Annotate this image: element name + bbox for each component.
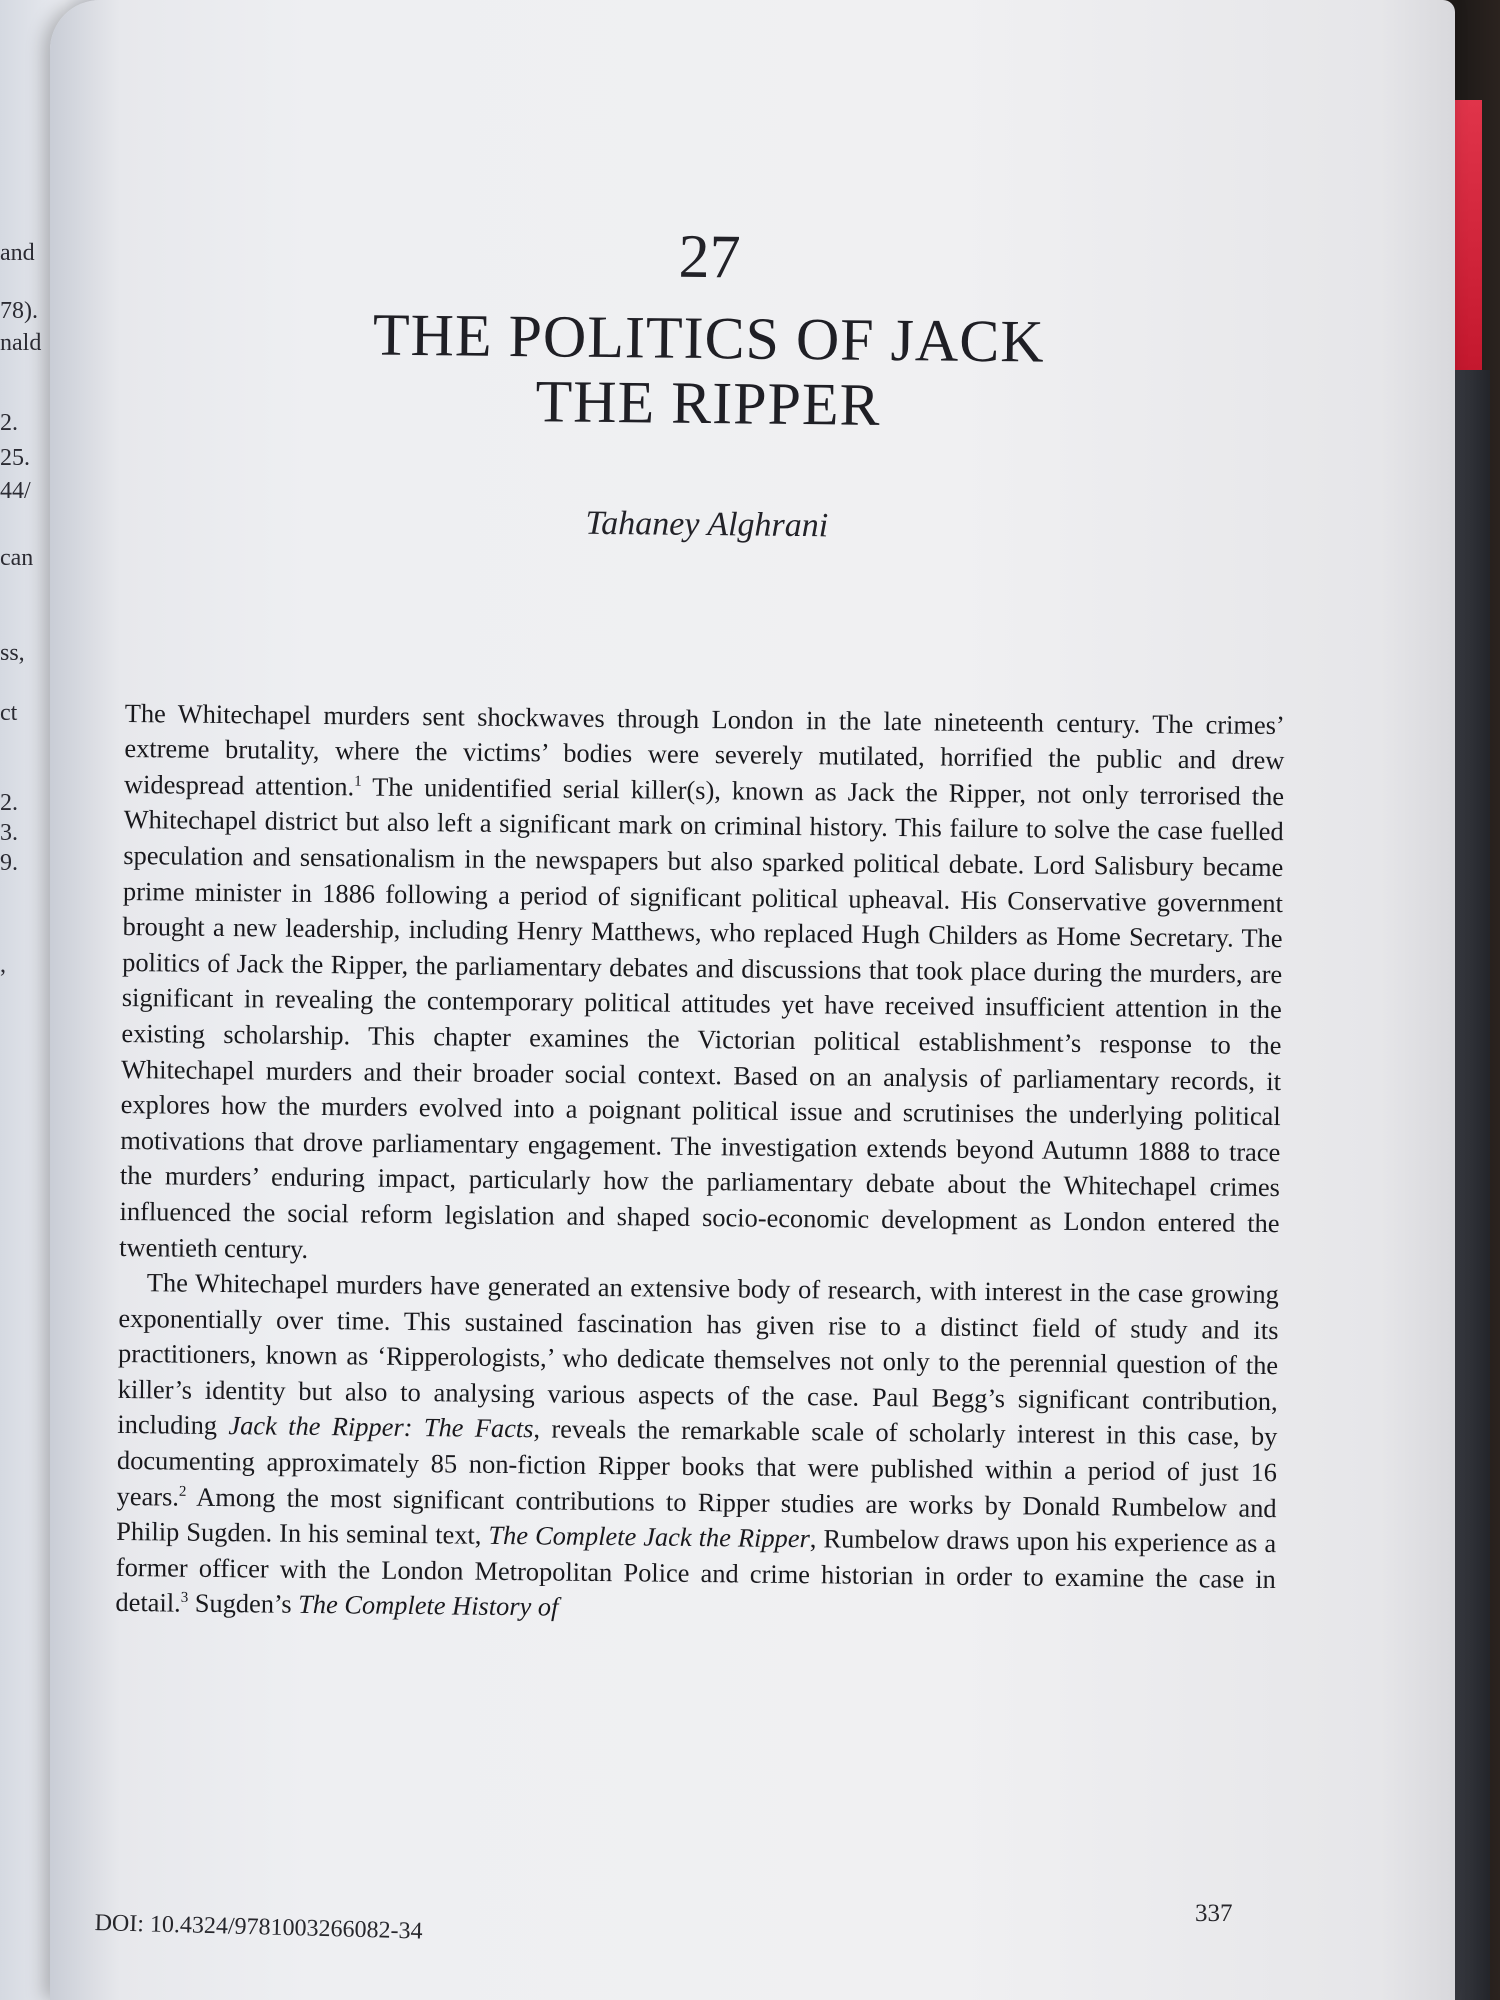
footnote-ref: 2 bbox=[178, 1483, 187, 1500]
footnote-ref: 3 bbox=[180, 1590, 189, 1607]
left-page-fragment: ct bbox=[0, 700, 18, 726]
page-content bbox=[115, 220, 1290, 1633]
left-page-fragment: and bbox=[0, 240, 35, 266]
left-page-fragment: 2. bbox=[0, 790, 18, 816]
book-title: The Complete Jack the Ripper bbox=[488, 1520, 810, 1554]
chapter-title-line: THE POLITICS OF JACK bbox=[372, 301, 1045, 375]
left-page-fragment: 78). bbox=[0, 298, 38, 324]
doi-footer: DOI: 10.4324/9781003266082-34 bbox=[94, 1910, 423, 1945]
chapter-title-line: THE RIPPER bbox=[535, 368, 881, 438]
left-page-fragment: nald bbox=[0, 330, 42, 356]
footnote-ref: 1 bbox=[354, 773, 362, 790]
book-title: The Complete History of bbox=[298, 1589, 559, 1622]
left-page-fragment: , bbox=[0, 952, 6, 978]
dark-book-cover bbox=[1450, 370, 1490, 2000]
left-page-fragment: 44/ bbox=[0, 478, 31, 504]
text-run: The unidentified serial killer(s), known as Jack the Ripper, not only terrorised the Whitechapel district but also left a significant mark on criminal history. This failure to solve the case fuelled speculation and sensationalism in the newspapers but also sparked political debate. Lord Salisbury became prime minister in 1886 following a period of significant political upheaval. His Conservative government brought a new leadership, including Henry Matthews, who replaced Hugh Childers as Home Secretary. The politics of Jack the Ripper, the parliamentary debates and discussions that took place during the murders, are significant in revealing the contemporary political attitudes yet have received insufficient attention in the existing scholarship. This chapter examines the Victorian political establishment’s response to the Whitechapel murders and their broader social context. Based on an analysis of parliamentary records, it explores how the murders evolved into a poignant political issue and scrutinises the underlying political motivations that drove parliamentary engagement. The investigation extends beyond Autumn 1888 to trace the murders’ enduring impact, particularly how the parliamentary debate about the Whitechapel crimes influenced the social reform legislation and shaped socio-economic development as London entered the twentieth century. bbox=[119, 771, 1285, 1264]
text-run: Among the most significant contributions to Ripper studies are works by Donald Rumbelow and Philip Sugden. In his seminal text, bbox=[116, 1481, 1277, 1551]
chapter-author: Tahaney Alghrani bbox=[585, 504, 829, 544]
text-run: The Whitechapel murders have generated an extensive body of research, with interest in the case growing exponentially over time. This sustained fascination has given rise to a distinct field of study and its practitioners, known as ‘Ripperologists,’ who dedicate themselves not only to the perennial question of the killer’s identity but also to analysing various aspects of the case. Paul Begg’s significant contribution, including bbox=[117, 1267, 1279, 1441]
paragraph bbox=[119, 696, 1285, 1278]
text-run: Sugden’s bbox=[188, 1588, 299, 1620]
chapter-number: 27 bbox=[678, 222, 741, 292]
text-run: , reveals the remarkable scale of scholarly interest in this case, by documenting approximately 85 non-fiction Ripper books that were published within a period of just 16 years. bbox=[116, 1413, 1278, 1512]
left-page-fragment: 3. bbox=[0, 820, 18, 846]
text-run: , Rumbelow draws upon his experience as a former officer with the London Metropolitan Police and crime historian in order to examine the case in detail. bbox=[115, 1523, 1277, 1619]
book-page bbox=[50, 0, 1455, 2000]
left-page-fragment: 2. bbox=[0, 410, 18, 436]
left-page-fragment: 25. bbox=[0, 445, 30, 471]
left-page-fragment: 9. bbox=[0, 850, 18, 876]
left-page-fragment: ss, bbox=[0, 640, 25, 666]
page-number: 337 bbox=[1195, 1900, 1233, 1927]
book-title: Jack the Ripper: The Facts bbox=[228, 1410, 534, 1444]
left-page-fragment: can bbox=[0, 545, 34, 571]
text-run: The Whitechapel murders sent shockwaves through London in the late nineteenth century. The crimes’ extreme brutality, where the victims’ bodies were severely mutilated, horrified the public and drew widespread attention. bbox=[123, 697, 1285, 802]
chapter-body bbox=[115, 696, 1285, 1634]
paragraph bbox=[115, 1265, 1279, 1633]
chapter-title bbox=[128, 300, 1289, 442]
